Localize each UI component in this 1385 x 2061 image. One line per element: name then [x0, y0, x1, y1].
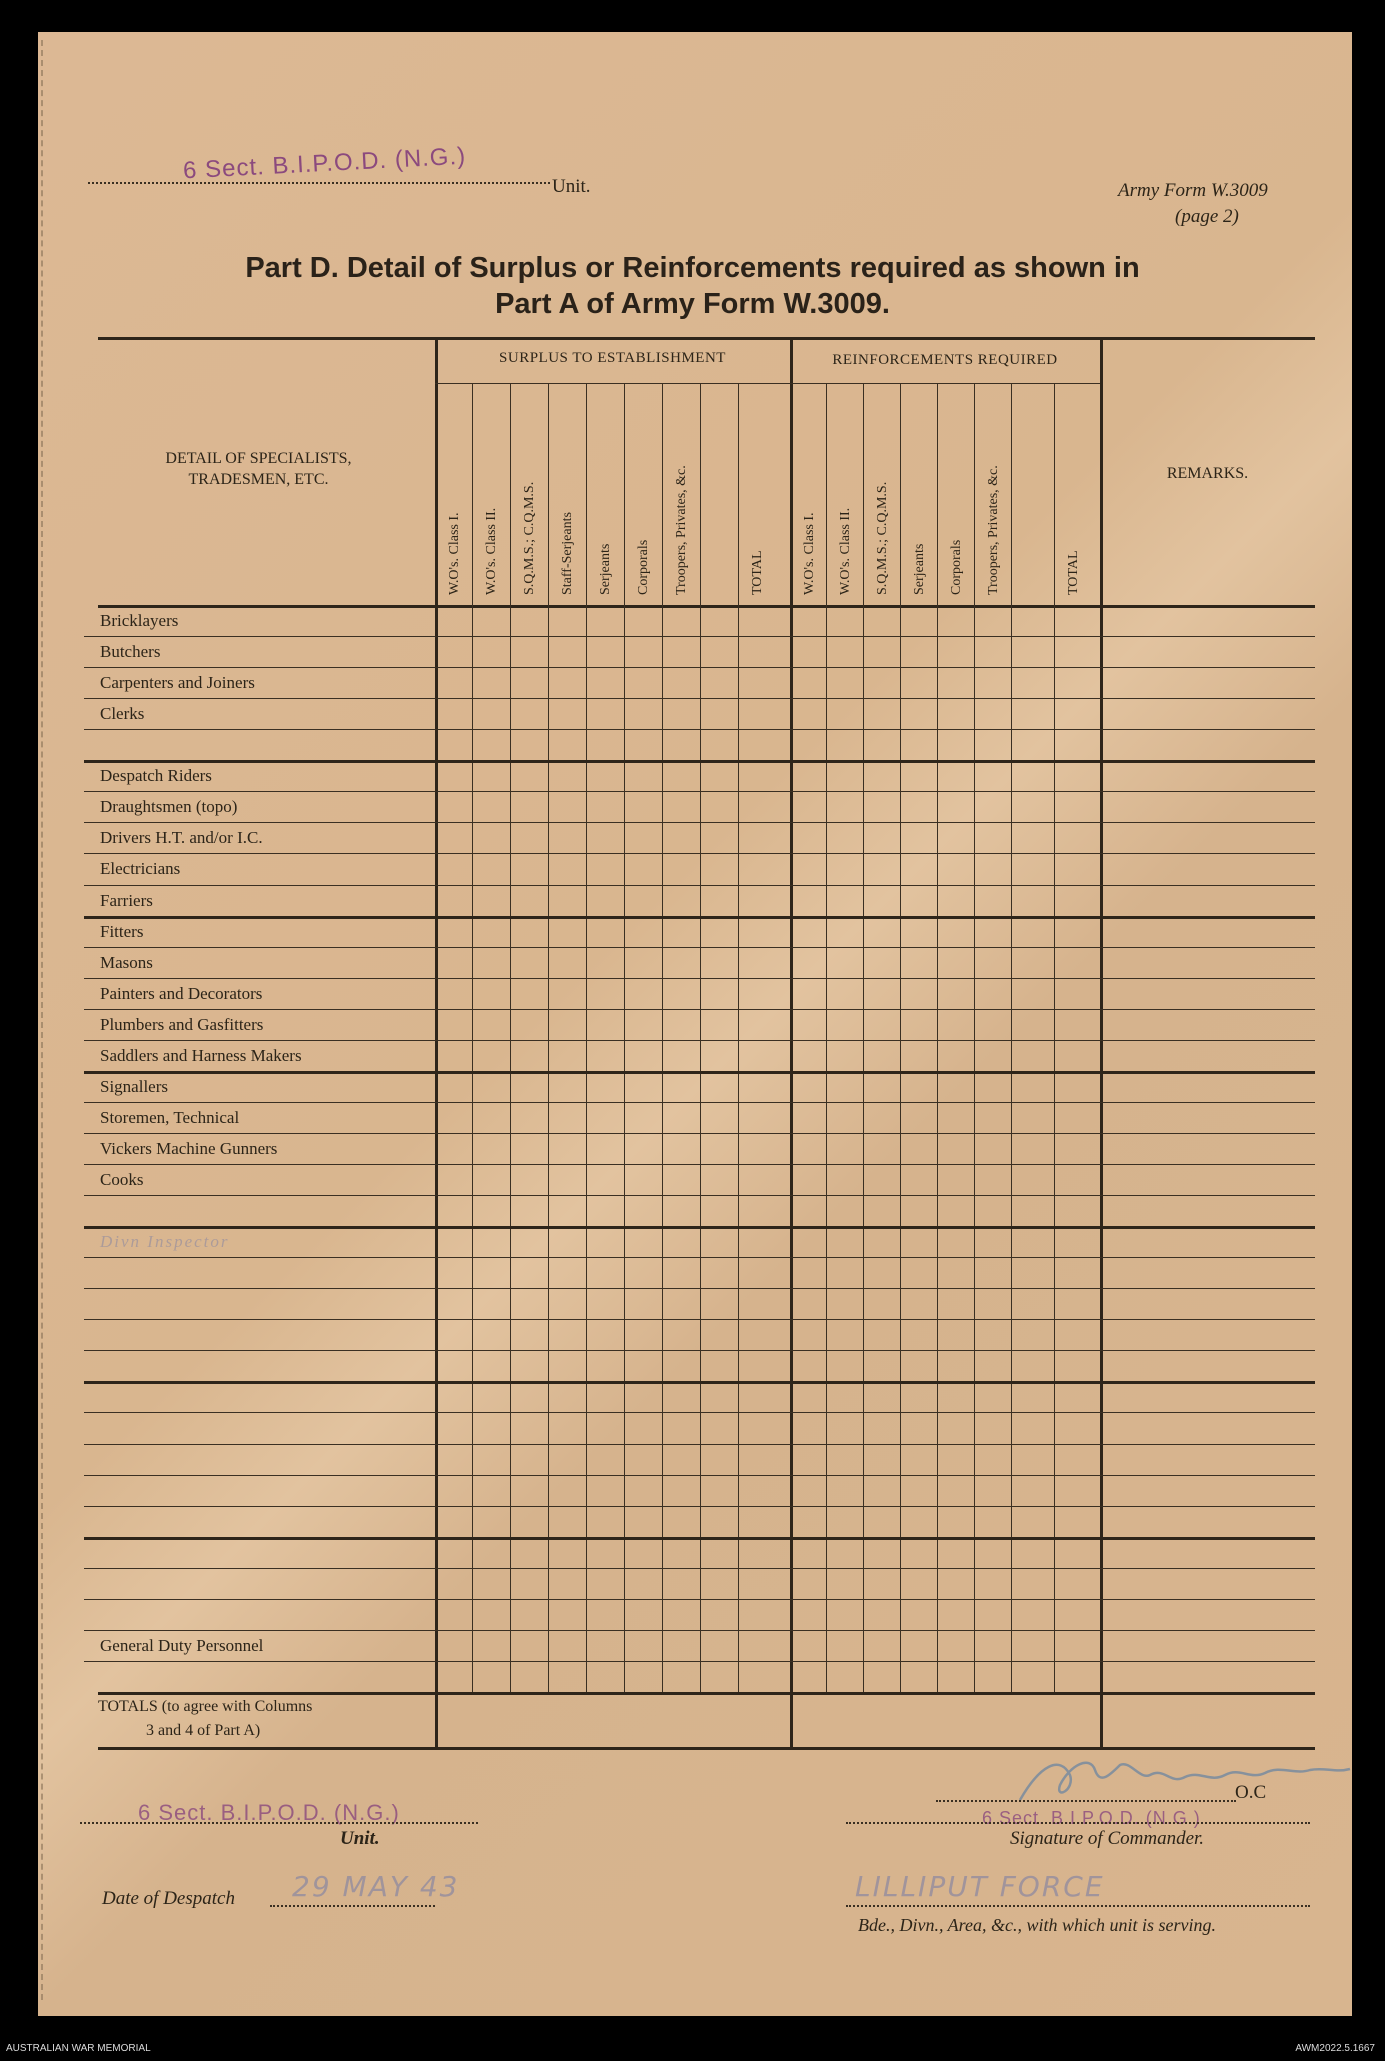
surplus-column-header: Staff-Serjeants — [560, 512, 575, 595]
row-label: General Duty Personnel — [100, 1635, 264, 1655]
row-rule — [84, 1568, 1315, 1569]
row-label: Butchers — [100, 642, 161, 662]
form-title-line2: Part A of Army Form W.3009. — [495, 288, 890, 320]
table-header-rule — [98, 605, 1315, 608]
date-dotted-line — [270, 1905, 435, 1907]
row-rule — [84, 1257, 1315, 1258]
archive-caption-left: AUSTRALIAN WAR MEMORIAL — [6, 2043, 151, 2054]
row-rule — [84, 1288, 1315, 1289]
totals-rule — [98, 1692, 1315, 1695]
reinforcement-column-rule — [1054, 383, 1055, 1692]
reinforcement-column-header: W.O's. Class I. — [802, 512, 817, 595]
row-label: Masons — [100, 952, 153, 972]
row-label: Farriers — [100, 890, 153, 910]
row-rule — [84, 698, 1315, 699]
row-label: Cooks — [100, 1170, 144, 1190]
row-rule — [84, 1164, 1315, 1165]
row-label: Plumbers and Gasfitters — [100, 1014, 264, 1034]
row-rule — [84, 1102, 1315, 1103]
row-rule — [84, 947, 1315, 948]
row-rule — [84, 1630, 1315, 1631]
row-rule — [84, 1226, 1315, 1229]
surplus-column-header: TOTAL — [750, 550, 765, 595]
surplus-column-rule — [472, 383, 473, 1692]
group-subheader-rule — [435, 383, 1100, 384]
reinforcement-column-rule — [974, 383, 975, 1692]
reinforcement-column-rule — [1011, 383, 1012, 1692]
row-rule — [84, 916, 1315, 919]
form-title-line1: Part D. Detail of Surplus or Reinforcements required as shown in — [245, 252, 1140, 284]
group-divider — [1100, 337, 1103, 1747]
row-label: Divn Inspector — [100, 1232, 230, 1252]
force-dotted-line — [846, 1905, 1310, 1907]
row-rule — [84, 636, 1315, 637]
reinforcement-column-rule — [900, 383, 901, 1692]
row-rule — [84, 760, 1315, 763]
row-rule — [84, 822, 1315, 823]
reinforcements-header: REINFORCEMENTS REQUIRED — [832, 352, 1058, 368]
row-rule — [84, 978, 1315, 979]
surplus-column-header: Corporals — [636, 539, 651, 595]
row-rule — [84, 1319, 1315, 1320]
row-rule — [84, 1133, 1315, 1134]
date-value: 29 MAY 43 — [292, 1870, 460, 1903]
totals-label-line2: 3 and 4 of Part A) — [146, 1722, 261, 1739]
table-top-rule — [98, 337, 1315, 340]
unit-stamp-top: 6 Sect. B.I.P.O.D. (N.G.) — [182, 142, 467, 185]
perforation-edge — [41, 40, 43, 2000]
surplus-column-header: Troopers, Privates, &c. — [674, 465, 689, 595]
row-rule — [84, 1009, 1315, 1010]
row-rule — [84, 1195, 1315, 1196]
surplus-column-rule — [624, 383, 625, 1692]
row-rule — [84, 1040, 1315, 1041]
row-rule — [84, 1381, 1315, 1384]
row-label: Carpenters and Joiners — [100, 673, 255, 693]
row-rule — [84, 1412, 1315, 1413]
signature-label: Signature of Commander. — [1010, 1828, 1205, 1849]
row-rule — [84, 729, 1315, 730]
row-label: Electricians — [100, 859, 181, 879]
row-rule — [84, 791, 1315, 792]
group-divider — [435, 337, 438, 1747]
row-label: Painters and Decorators — [100, 983, 263, 1003]
row-rule — [84, 1599, 1315, 1600]
surplus-column-rule — [662, 383, 663, 1692]
reinforcement-column-header: Troopers, Privates, &c. — [986, 465, 1001, 595]
row-rule — [84, 667, 1315, 668]
surplus-column-rule — [548, 383, 549, 1692]
form-name: Army Form W.3009 — [1118, 180, 1268, 201]
totals-label-line1: TOTALS (to agree with Columns — [98, 1698, 313, 1715]
reinforcement-column-header: W.O's. Class II. — [838, 507, 853, 595]
commander-stamp: 6 Sect. B.I.P.O.D. (N.G.) — [982, 1808, 1201, 1828]
row-rule — [84, 1071, 1315, 1074]
oc-label: O.C — [1235, 1782, 1267, 1803]
row-label: Despatch Riders — [100, 766, 212, 786]
row-rule — [84, 1537, 1315, 1540]
date-label: Date of Despatch — [102, 1888, 235, 1909]
detail-header: DETAIL OF SPECIALISTS, TRADESMEN, ETC. — [165, 450, 352, 488]
row-label: Draughtsmen (topo) — [100, 797, 238, 817]
bde-label: Bde., Divn., Area, &c., with which unit is serving. — [858, 1915, 1216, 1935]
surplus-header: SURPLUS TO ESTABLISHMENT — [499, 350, 726, 366]
row-label: Drivers H.T. and/or I.C. — [100, 828, 263, 848]
row-rule — [84, 1506, 1315, 1507]
archive-caption-right: AWM2022.5.1667 — [1295, 2043, 1375, 2054]
row-label: Fitters — [100, 921, 144, 941]
remarks-header: REMARKS. — [1166, 465, 1249, 482]
surplus-column-header: W.O's. Class II. — [484, 507, 499, 595]
surplus-column-rule — [700, 383, 701, 1692]
unit-dotted-line-bottom — [80, 1822, 478, 1824]
force-value: LILLIPUT FORCE — [855, 1870, 1105, 1903]
row-label: Storemen, Technical — [100, 1107, 240, 1127]
surplus-column-header: W.O's. Class I. — [447, 512, 462, 595]
row-rule — [84, 1475, 1315, 1476]
reinforcement-column-header: S.Q.M.S.; C.Q.M.S. — [875, 481, 890, 595]
row-rule — [84, 1444, 1315, 1445]
reinforcement-column-rule — [937, 383, 938, 1692]
surplus-column-rule — [586, 383, 587, 1692]
reinforcement-column-header: Serjeants — [912, 543, 927, 595]
surplus-column-rule — [510, 383, 511, 1692]
row-rule — [84, 1350, 1315, 1351]
row-label: Vickers Machine Gunners — [100, 1138, 278, 1158]
reinforcement-column-header: Corporals — [949, 539, 964, 595]
row-rule — [84, 853, 1315, 854]
row-label: Saddlers and Harness Makers — [100, 1045, 302, 1065]
surplus-column-header: Serjeants — [598, 543, 613, 595]
reinforcement-column-rule — [863, 383, 864, 1692]
reinforcement-column-rule — [826, 383, 827, 1692]
reinforcement-column-header: TOTAL — [1066, 550, 1081, 595]
row-label: Clerks — [100, 704, 145, 724]
unit-label-bottom: Unit. — [340, 1828, 380, 1849]
row-rule — [84, 885, 1315, 886]
commander-dotted-line-2 — [846, 1822, 1310, 1824]
unit-dotted-line-top — [88, 182, 550, 184]
form-page: (page 2) — [1175, 206, 1239, 227]
surplus-column-header: S.Q.M.S.; C.Q.M.S. — [522, 481, 537, 595]
unit-label-top: Unit. — [552, 176, 591, 197]
commander-dotted-line-1 — [936, 1800, 1236, 1802]
unit-stamp-bottom: 6 Sect. B.I.P.O.D. (N.G.) — [138, 1800, 400, 1825]
row-rule — [84, 1661, 1315, 1662]
group-divider — [790, 337, 793, 1747]
row-label: Bricklayers — [100, 611, 179, 630]
row-label: Signallers — [100, 1076, 168, 1096]
surplus-column-rule — [738, 383, 739, 1692]
